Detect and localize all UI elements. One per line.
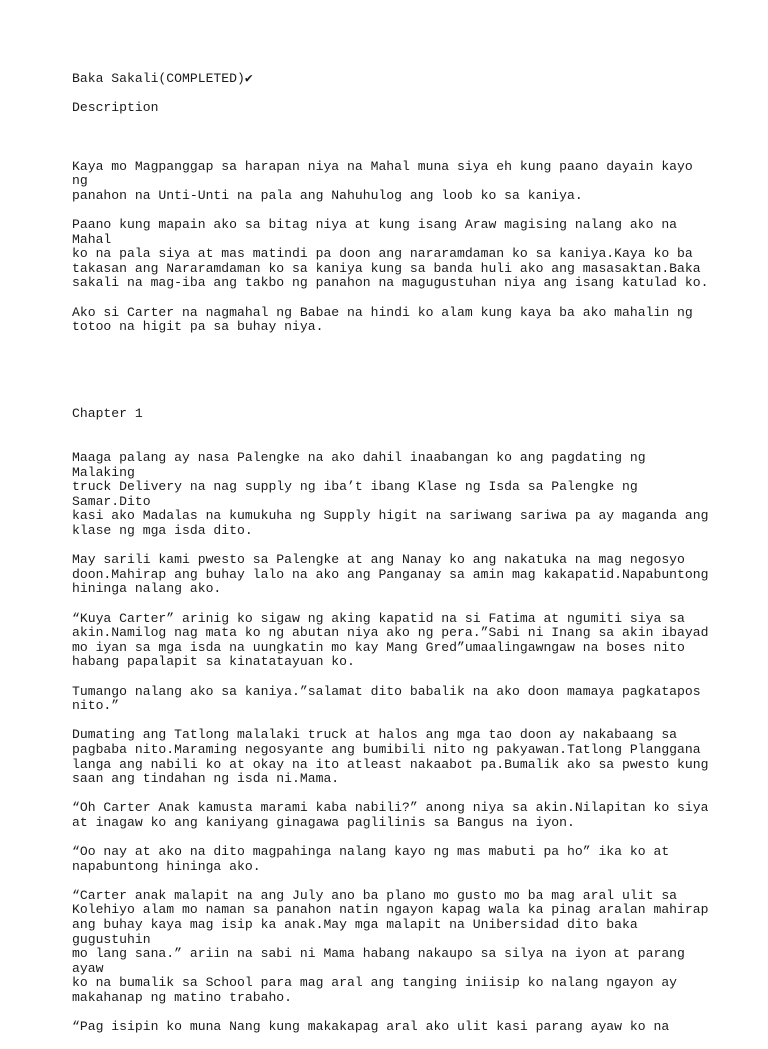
chapter-paragraph-2: May sarili kami pwesto sa Palengke at ang Nanay ko ang nakatuka na mag negosyo doon.Mahirap ang buhay lalo na ako ang Panganay sa amin mag kakapatid.Napabuntong hininga nalang ako. (72, 552, 709, 597)
description-label: Description (72, 100, 159, 116)
description-paragraph-2: Paano kung mapain ako sa bitag niya at kung isang Araw magising nalang ako na Mahal ko na pala siya at mas matindi pa doon ang nararamdaman ko sa kaniya.Kaya ko ba takasan ang Nararamdaman ko sa kaniya kung sa banda huli ako ang masasaktan.Baka sakali na mag-iba ang takbo ng panahon na magugustuhan niya ang isang katulad ko. (72, 216, 709, 291)
chapter-title: Chapter 1 (72, 406, 143, 422)
spacer (72, 130, 712, 159)
description-paragraph-1: Kaya mo Magpanggap sa harapan niya na Mahal muna siya eh kung paano dayain kayo ng panahon na Unti-Unti na pala ang Nahuhulog ang loob ko sa kaniya. (72, 158, 693, 203)
chapter-paragraph-7: “Oo nay at ako na dito magpahinga nalang kayo ng mas mabuti pa ho” ika ko at napabuntong hininga ako. (72, 844, 670, 874)
story-title: Baka Sakali(COMPLETED)✔ (72, 71, 253, 86)
spacer (72, 349, 712, 407)
description-paragraph-3: Ako si Carter na nagmahal ng Babae na hindi ko alam kung kaya ba ako mahalin ng totoo na higit pa sa buhay niya. (72, 304, 693, 335)
chapter-paragraph-8: “Carter anak malapit na ang July ano ba plano mo gusto mo ba mag aral ulit sa Kolehiyo alam mo naman sa panahon natin ngayon kapag wala ka pinag aralan mahirap ang buhay kaya mag isip ka anak.May mga malapit na Unibersidad dito baka gugustuhin mo lang sana.” ariin na sabi ni Mama habang nakaupo sa silya na iyon at parang ayaw ko na bumalik sa School para mag aral ang tanging iniisip ko nalang ngayon ay makahanap ng matino trabaho. (72, 887, 709, 1006)
chapter-paragraph-9: “Pag isipin ko muna Nang kung makakapag aral ako ulit kasi parang ayaw ko na (72, 1019, 670, 1035)
chapter-paragraph-5: Dumating ang Tatlong malalaki truck at halos ang mga tao doon ay nakabaang sa pagbaba nito.Maraming negosyante ang bumibili nito ng pakyawan.Tatlong Planggana langa ang nabili ko at okay na ito atleast nakaabot pa.Bumalik ako sa pwesto kung saan ang tindahan ng isda ni.Mama. (72, 727, 709, 787)
chapter-paragraph-6: “Oh Carter Anak kamusta marami kaba nabili?” anong niya sa akin.Nilapitan ko siya at inagaw ko ang kaniyang ginagawa paglilinis sa Bangus na iyon. (72, 800, 709, 830)
chapter-paragraph-3: “Kuya Carter” arinig ko sigaw ng aking kapatid na si Fatima at ngumiti siya sa akin.Namilog nag mata ko ng abutan niya ako ng pera.”Sabi ni Inang sa akin ibayad mo iyan sa mga isda na uungkatin mo kay Mang Gred”umaalingawngaw na boses nito habang papalapit sa kinatatayuan ko. (72, 610, 709, 670)
document-page (72, 72, 712, 1049)
chapter-paragraph-1: Maaga palang ay nasa Palengke na ako dahil inaabangan ko ang pagdating ng Malaking truck Delivery na nag supply ng iba’t ibang Klase ng Isda sa Palengke ng Samar.Dito kasi ako Madalas na kumukuha ng Supply higit na sariwang sariwa pa ay maganda ang klase ng mga isda dito. (72, 450, 709, 539)
chapter-paragraph-4: Tumango nalang ako sa kaniya.”salamat dito babalik na ako doon mamaya pagkatapos nito.” (72, 683, 701, 714)
